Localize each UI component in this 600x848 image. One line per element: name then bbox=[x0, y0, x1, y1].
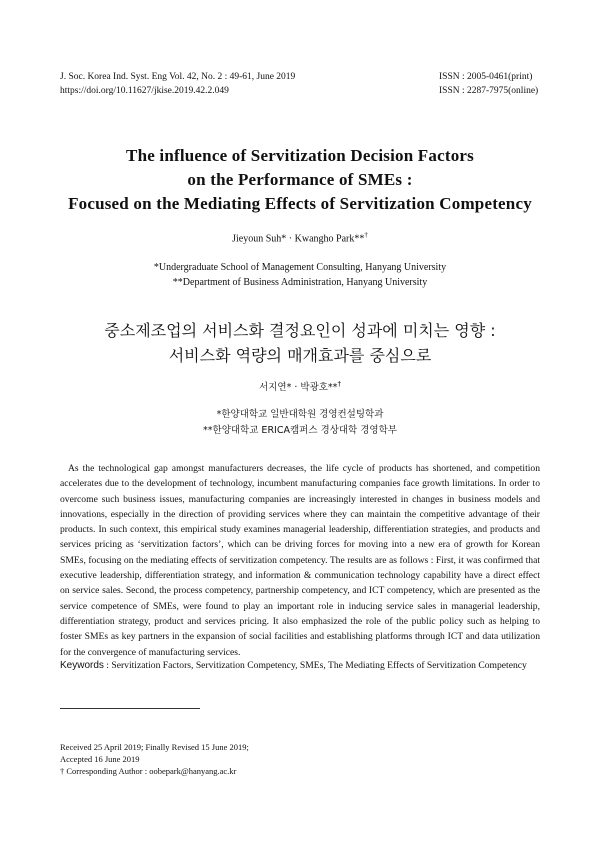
english-title bbox=[0, 144, 600, 216]
accepted-date: Accepted 16 June 2019 bbox=[60, 754, 140, 764]
abstract: As the technological gap amongst manufacturers decreases, the life cycle of products has shortened, and competition accelerates due to the development of technology, incumbent manufacturing companies face growth limitations. In order to overcome such business issues, manufacturing companies are increasingly interested in changes in business models and innovations, especially in the direction of providing services where they can maintain the competitive advantage of their products. In such context, this empirical study examines managerial leadership, differentiation strategies, and products and services pricing as ‘servitization factors’, which can be driving forces for moving into a new era of growth for Korean SMEs, focusing on the mediating effects of servitization competency. The results are as follows : First, it was confirmed that executive leadership, differentiation strategy, and information & communication technology capability have a direct effect on service sales. Second, the process competency, partnership competency, and ICT competency, which are presented as the service competence of SMEs, were found to play an important role in inducing service sales in managerial leadership, differentiation strategy, product and services pricing. It also emphasized the role of the public policy such as helping to foster SMEs as key partners in the expansion of social facilities and establishing platforms through ICT and data utilization for the convergence of manufacturing services. bbox=[60, 463, 540, 658]
corresponding-mark: † bbox=[364, 231, 368, 239]
english-title-line3: Focused on the Mediating Effects of Servitization Competency bbox=[68, 194, 532, 213]
english-title-line1: The influence of Servitization Decision Factors bbox=[126, 146, 474, 165]
korean-title-line2: 서비스화 역량의 매개효과를 중심으로 bbox=[168, 346, 432, 365]
korean-title-line1: 중소제조업의 서비스화 결정요인이 성과에 미치는 영향 : bbox=[104, 321, 496, 340]
corresponding-author-email: Corresponding Author : oobepark@hanyang.ac.kr bbox=[64, 766, 237, 776]
keywords bbox=[60, 660, 527, 671]
keywords-label: Keywords bbox=[60, 660, 104, 671]
corresponding-author bbox=[60, 765, 249, 777]
english-affiliation-1: *Undergraduate School of Management Consulting, Hanyang University bbox=[153, 262, 447, 273]
english-authors bbox=[0, 231, 600, 244]
footnote-divider bbox=[60, 708, 200, 709]
english-author-names: Jieyoun Suh* · Kwangho Park** bbox=[232, 233, 365, 245]
journal-header bbox=[60, 70, 295, 98]
issn-online: ISSN : 2287-7975(online) bbox=[439, 86, 539, 96]
korean-corresponding-mark: † bbox=[337, 379, 341, 388]
korean-title bbox=[0, 318, 600, 368]
korean-affiliation-1: *한양대학교 일반대학원 경영컨설팅학과 bbox=[216, 409, 384, 420]
doi-link[interactable]: https://doi.org/10.11627/jkise.2019.42.2.049 bbox=[60, 86, 229, 96]
keywords-text: : Servitization Factors, Servitization Competency, SMEs, The Mediating Effects of Servitization Competency bbox=[103, 660, 527, 671]
issn-print: ISSN : 2005-0461(print) bbox=[439, 72, 533, 82]
received-date: Received 25 April 2019; Finally Revised 15 June 2019; bbox=[60, 742, 249, 752]
journal-citation: J. Soc. Korea Ind. Syst. Eng Vol. 42, No. 2 : 49-61, June 2019 bbox=[60, 72, 296, 82]
english-affiliations bbox=[0, 260, 600, 290]
korean-affiliations bbox=[0, 407, 600, 439]
footnotes bbox=[60, 741, 249, 777]
korean-authors bbox=[0, 379, 600, 393]
english-affiliation-2: **Department of Business Administration, Hanyang University bbox=[172, 277, 428, 288]
english-title-line2: on the Performance of SMEs : bbox=[187, 170, 413, 189]
dagger-mark: † bbox=[60, 766, 65, 776]
korean-author-names: 서지연* · 박광호** bbox=[259, 382, 338, 393]
issn-block bbox=[439, 70, 538, 98]
korean-affiliation-2: **한양대학교 ERICA캠퍼스 경상대학 경영학부 bbox=[203, 425, 397, 436]
